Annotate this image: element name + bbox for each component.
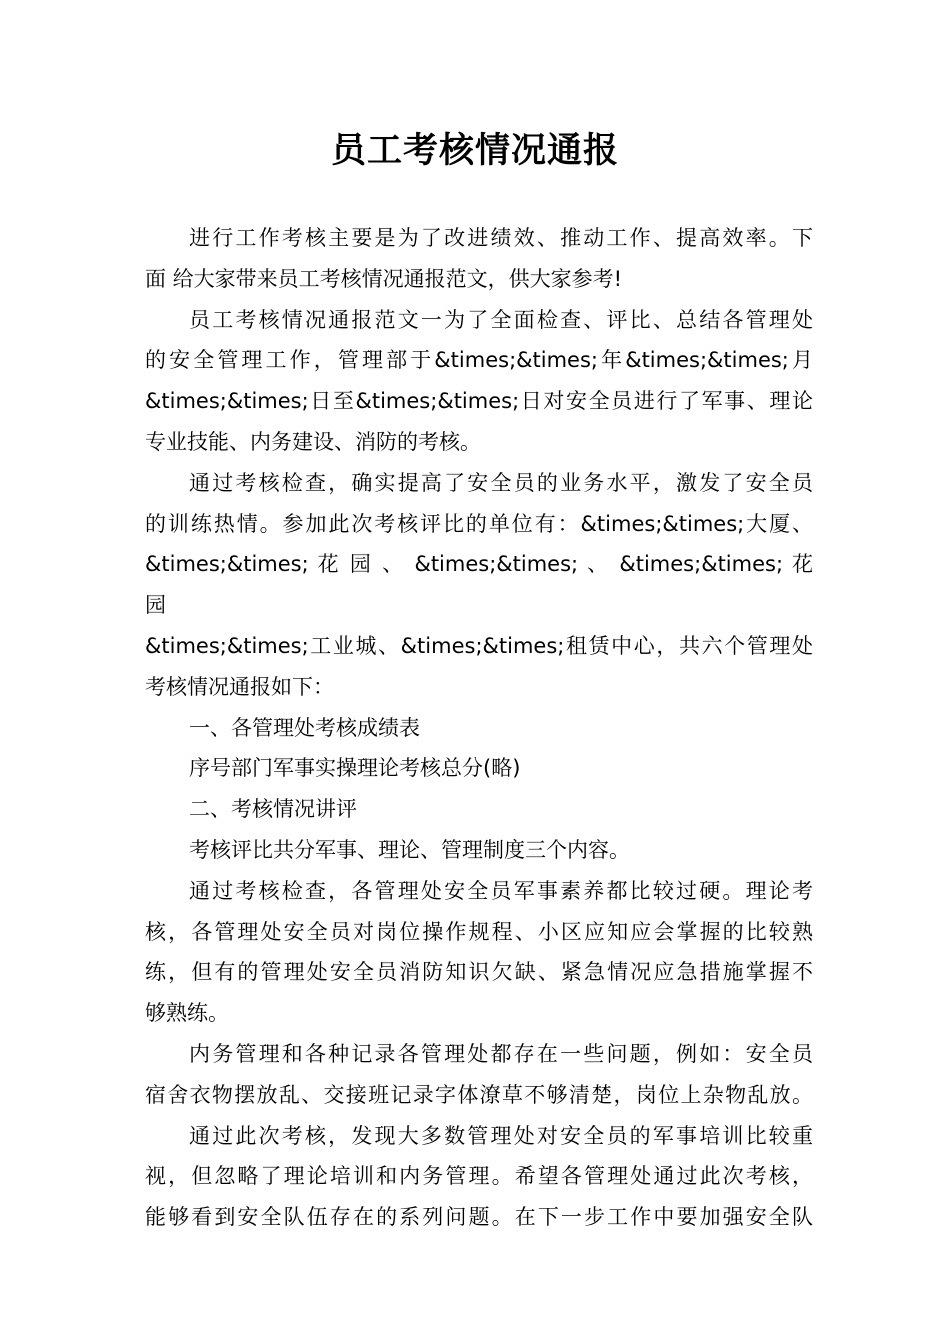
text-line: 的训练热情。参加此次考核评比的单位有：&times;&times;大厦、: [145, 511, 813, 536]
text-line: &times;&times;工业城、&times;&times;租赁中心，共六个管理处: [145, 633, 813, 658]
text-line: 内务管理和各种记录各管理处都存在一些问题，例如：安全员: [189, 1041, 813, 1066]
text-line: 核，各管理处安全员对岗位操作规程、小区应知应会掌握的比较熟: [145, 919, 813, 944]
text-line: &times;&times;日至&times;&times;日对安全员进行了军事、理论: [145, 389, 813, 414]
text-line: 专业技能、内务建设、消防的考核。: [145, 429, 481, 454]
text-line: 练，但有的管理处安全员消防知识欠缺、紧急情况应急措施掌握不: [145, 960, 813, 985]
document-title: 员工考核情况通报: [330, 131, 619, 171]
text-line: 序号部门军事实操理论考核总分(略): [189, 756, 521, 781]
text-line: 通过考核检查，确实提高了安全员的业务水平，激发了安全员: [189, 470, 813, 495]
text-line: 进行工作考核主要是为了改进绩效、推动工作、提高效率。下: [189, 226, 813, 250]
text-line: 考核情况通报如下：: [145, 674, 334, 699]
text-line: 够熟练。: [145, 1001, 229, 1026]
text-line: 能够看到安全队伍存在的系列问题。在下一步工作中要加强安全队: [145, 1205, 813, 1230]
text-line: 通过此次考核，发现大多数管理处对安全员的军事培训比较重: [189, 1123, 813, 1148]
text-line: 面 给大家带来员工考核情况通报范文，供大家参考!: [145, 266, 623, 291]
text-line: 视，但忽略了理论培训和内务管理。希望各管理处通过此次考核，: [145, 1164, 813, 1189]
document-body: [145, 218, 813, 1238]
text-line: 通过考核检查，各管理处安全员军事素养都比较过硬。理论考: [189, 878, 813, 903]
section-heading: 一、各管理处考核成绩表: [189, 715, 420, 740]
text-line: &times;&times; 花 园 、 &times;&times; 、 &times;&times; 花 园: [145, 552, 813, 618]
text-line: 员工考核情况通报范文一为了全面检查、评比、总结各管理处: [189, 307, 813, 332]
section-heading: 二、考核情况讲评: [189, 797, 357, 822]
text-line: 的安全管理工作，管理部于&times;&times;年&times;&times;月: [145, 348, 813, 373]
text-line: 考核评比共分军事、理论、管理制度三个内容。: [189, 837, 630, 862]
text-line: 宿舍衣物摆放乱、交接班记录字体潦草不够清楚，岗位上杂物乱放。: [145, 1082, 813, 1107]
